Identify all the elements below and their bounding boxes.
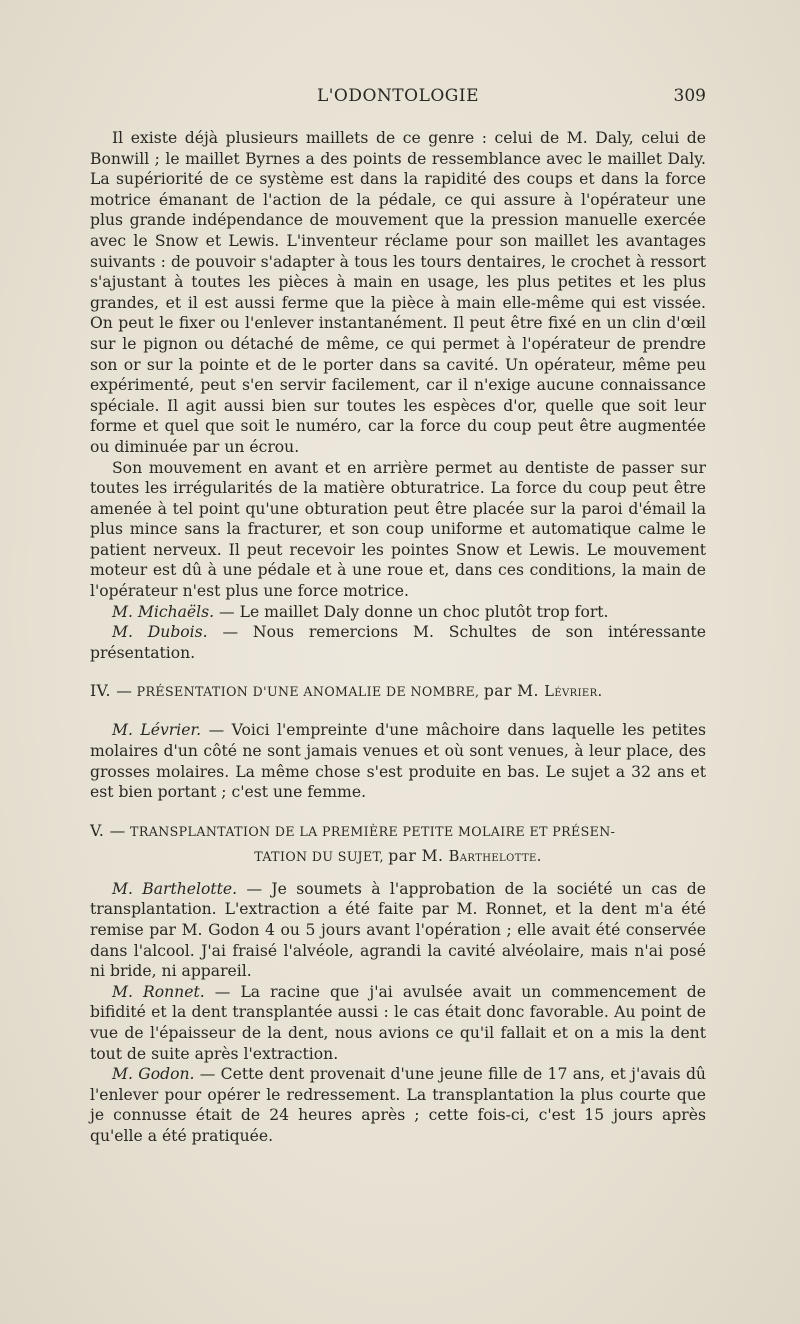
paragraph-michaels	[90, 602, 706, 623]
speech-text: — Nous remercions M. Schultes de son intéressante présentation.	[90, 623, 706, 662]
section-heading-v	[90, 819, 706, 869]
section-by: par M.	[388, 846, 449, 865]
paragraph-maillet-description: Il existe déjà plusieurs maillets de ce genre : celui de M. Daly, celui de Bonwill ; le maillet Byrnes a des points de ressemblance avec le maillet Daly. La supériorité de ce système est dans la rapidité des coups et dans la force motrice émanant de l'action de la pédale, ce qui assure à l'opérateur une plus grande indépendance de mouvement que la pression manuelle exercée avec le Snow et Lewis. L'inventeur réclame pour son maillet les avantages suivants : de pouvoir s'adapter à tous les tours dentaires, le crochet à ressort s'ajustant à toutes les pièces à main en usage, les plus petites et les plus grandes, et il est aussi ferme que la pièce à main elle-même qui est vissée. On peut le fixer ou l'enlever instantanément. Il peut être fixé en un clin d'œil sur le pignon ou détaché de même, ce qui permet à l'opérateur de prendre son or sur la pointe et de le porter dans sa cavité. Un opérateur, même peu expérimenté, peut s'en servir facilement, car il n'exige aucune connaissance spéciale. Il agit aussi bien sur toutes les espèces d'or, quelle que soit leur forme et quel que soit le numéro, car la force du coup peut être augmentée ou diminuée par un écrou.	[90, 129, 706, 456]
speech-text: — Cette dent provenait d'une jeune fille de 17 ans, et j'avais dû l'enlever pour opérer le redressement. La transplantation la plus courte que je connusse était de 24 heures après ; cette fois-ci, c'est 15 jours après qu'elle a été pratiquée.	[90, 1065, 706, 1145]
speaker-name: M. Barthelotte.	[112, 879, 238, 898]
paragraph-levrier	[90, 720, 706, 802]
page-body	[90, 128, 706, 1147]
speech-text: — Voici l'empreinte d'une mâchoire dans laquelle les petites molaires d'un côté ne sont jamais venues et où sont venues, à leur place, des grosses molaires. La même chose s'est produite en bas. Le sujet a 32 ans et est bien portant ; c'est une femme.	[90, 721, 706, 802]
speech-text: — Le maillet Daly donne un choc plutôt trop fort.	[214, 602, 609, 621]
section-author: Barthelotte.	[448, 847, 542, 865]
speaker-name: M. Lévrier.	[112, 721, 202, 740]
section-heading-iv	[90, 679, 706, 704]
page-number: 309	[673, 86, 706, 106]
section-by: par M.	[483, 682, 545, 701]
paragraph-ronnet	[90, 982, 706, 1064]
paragraph-godon	[90, 1064, 706, 1146]
running-title: L'ODONTOLOGIE	[316, 86, 480, 106]
section-author: Lévrier.	[544, 683, 603, 701]
section-number: IV. —	[90, 682, 133, 701]
paragraph-maillet-movement: Son mouvement en avant et en arrière permet au dentiste de passer sur toutes les irrégularités de la matière obturatrice. La force du coup peut être amenée à tel point qu'une obturation peut être placée sur la paroi d'émail la plus mince sans la fracturer, et son coup uniforme et automatique calme le patient nerveux. Il peut recevoir les pointes Snow et Lewis. Le mouvement moteur est dû à une pédale et à une roue et, dans ces conditions, la main de l'opérateur n'est plus une force motrice.	[90, 458, 706, 601]
speech-text: — Je soumets à l'approbation de la société un cas de transplantation. L'extraction a été faite par M. Ronnet, et la dent m'a été remise par M. Godon 4 ou 5 jours avant l'opération ; elle avait été conservée dans l'alcool. J'ai fraisé l'alvéole, agrandi la cavité alvéolaire, mais n'ai posé ni bride, ni appareil.	[90, 879, 706, 981]
speaker-name: M. Dubois.	[112, 623, 208, 642]
section-title-line-2	[90, 844, 706, 869]
speaker-name: M. Michaëls.	[112, 602, 215, 621]
section-title: PRÉSENTATION D'UNE ANOMALIE DE NOMBRE,	[132, 684, 484, 700]
speech-text: — La racine que j'ai avulsée avait un commencement de bifidité et la dent transplantée aussi : le cas était donc favorable. Au point de vue de l'épaisseur de la dent, nous avions ce qu'il fallait et on a mis la dent tout de suite après l'extraction.	[90, 982, 706, 1063]
speaker-name: M. Godon.	[112, 1065, 195, 1084]
section-title-line-1: TRANSPLANTATION DE LA PREMIÈRE PETITE MOLAIRE ET PRÉSEN-	[125, 823, 616, 839]
section-number: V. —	[90, 821, 126, 840]
speaker-name: M. Ronnet.	[112, 982, 205, 1001]
paragraph-barthelotte	[90, 879, 706, 982]
section-title-continuation: TATION DU SUJET,	[254, 848, 389, 864]
page-header	[90, 86, 706, 112]
paragraph-dubois	[90, 622, 706, 663]
